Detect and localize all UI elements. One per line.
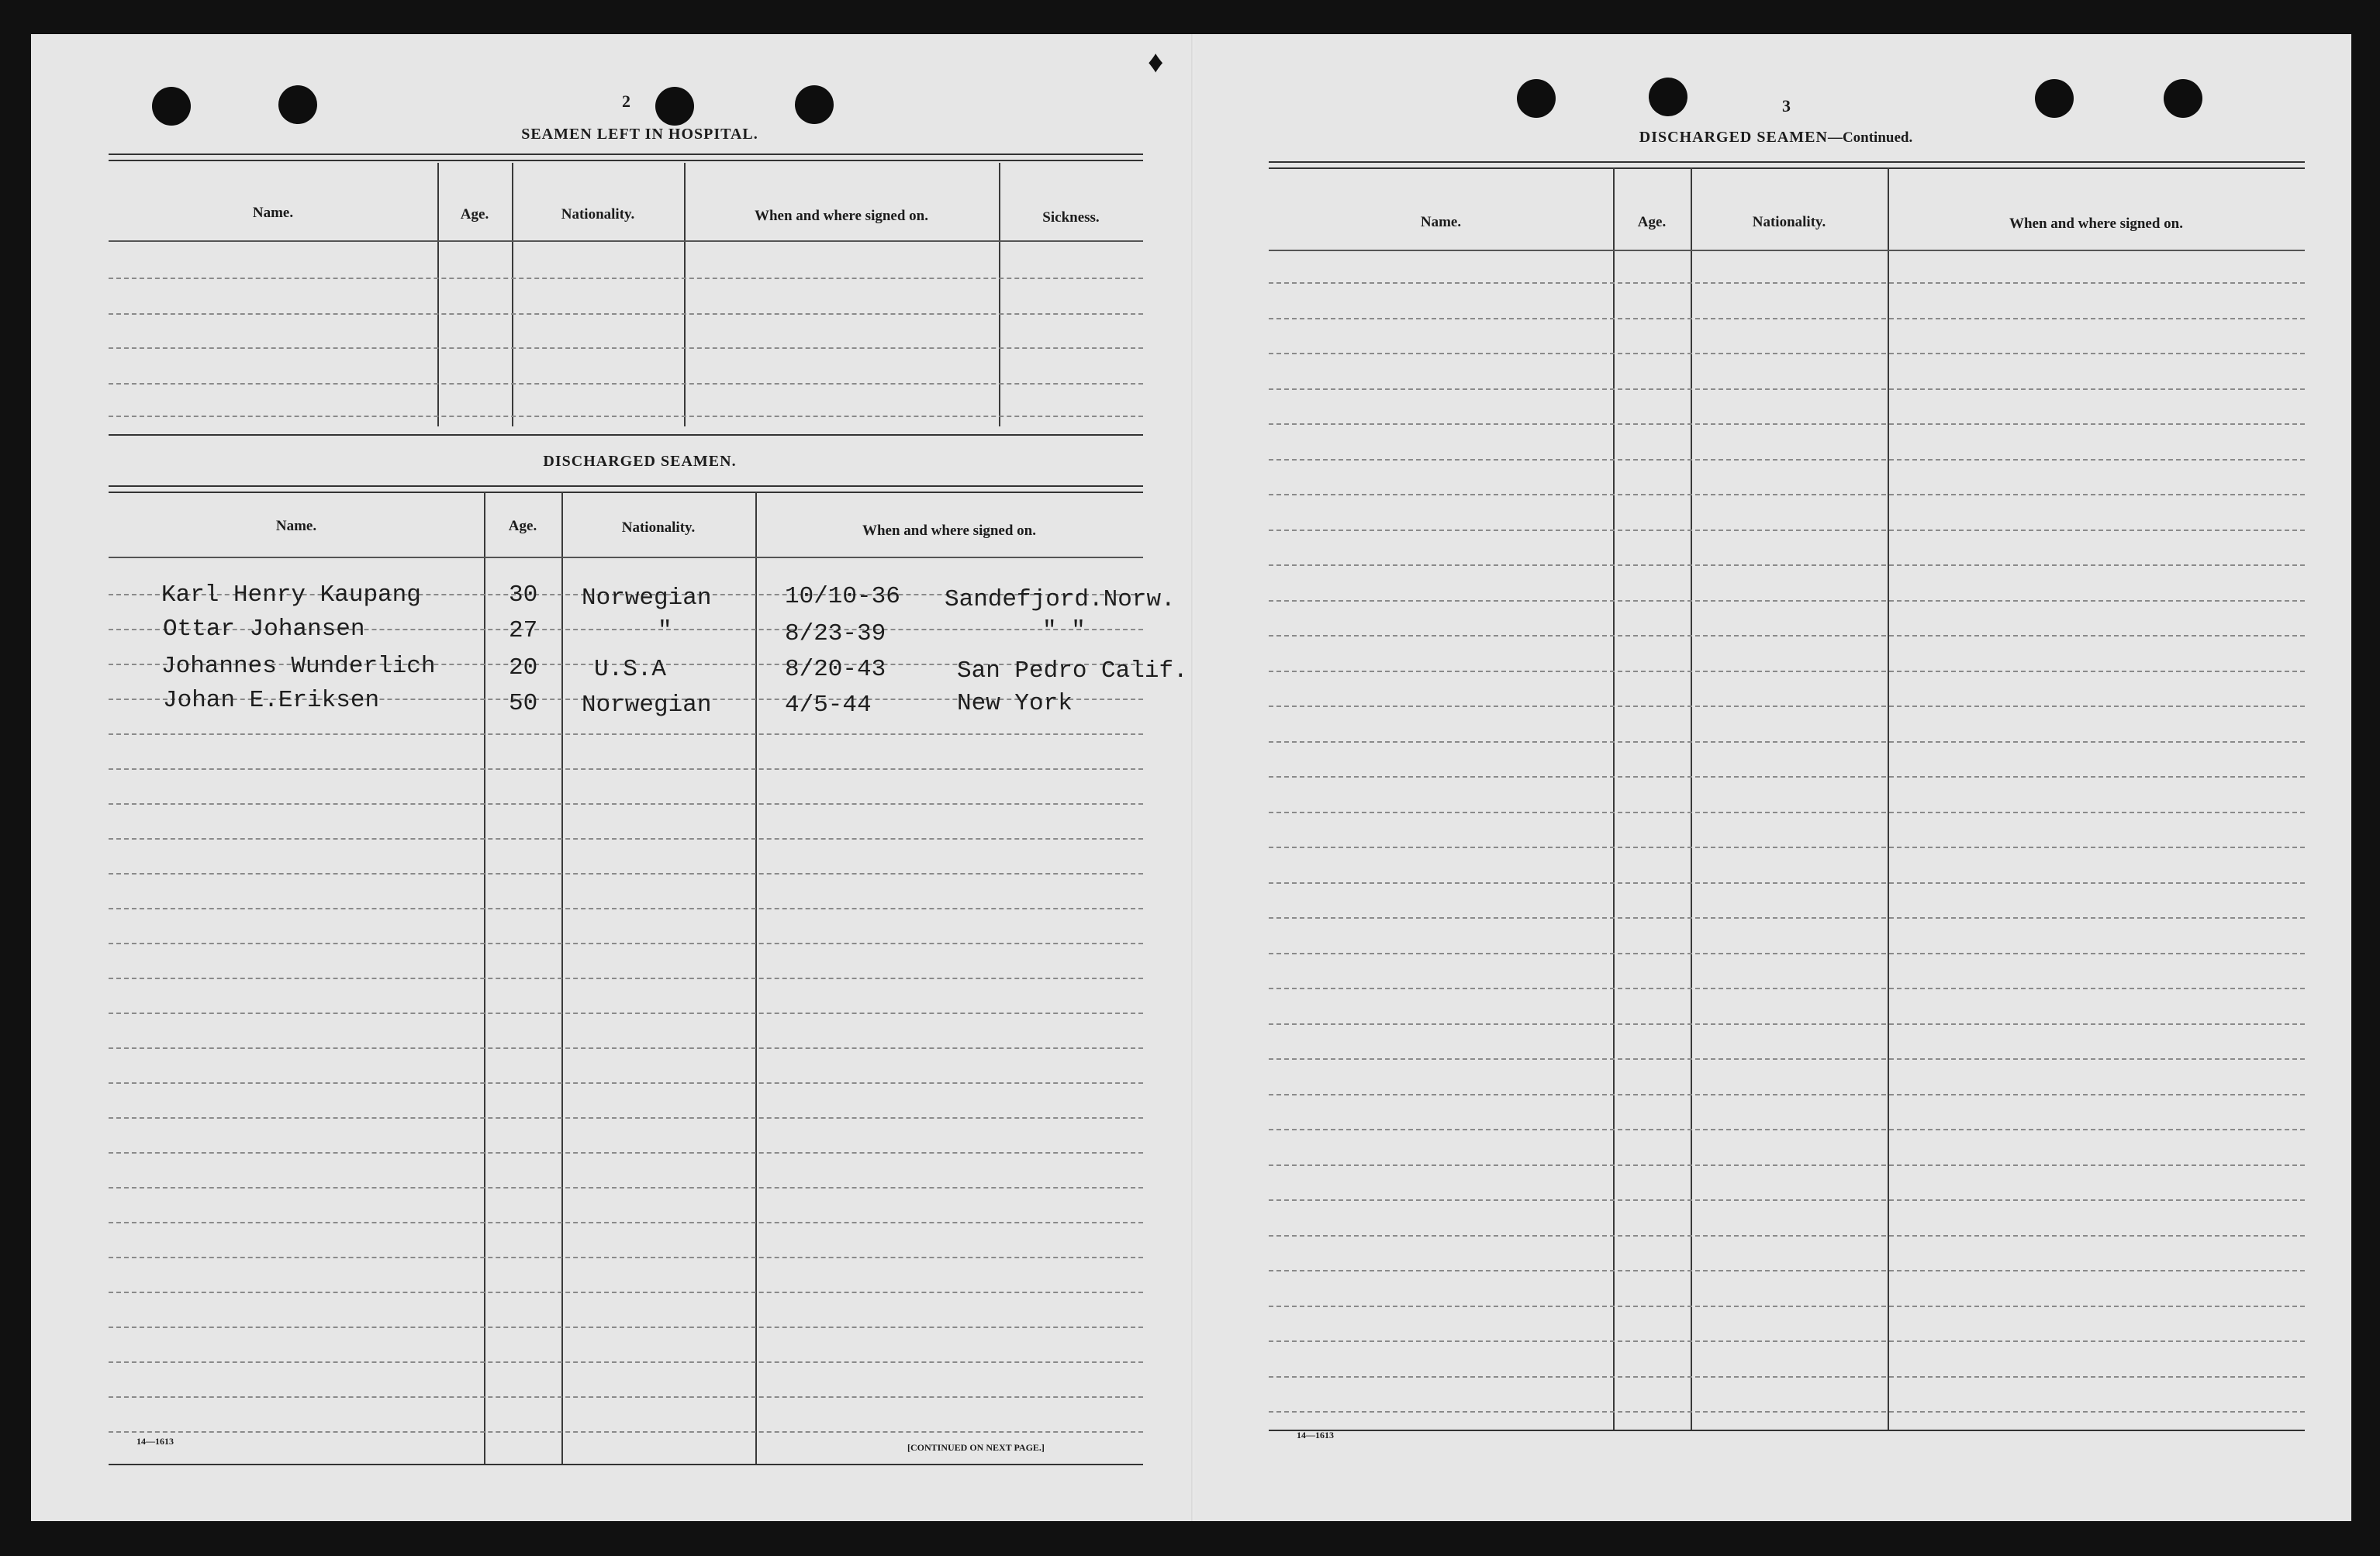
row-line [1269,706,2305,707]
signed-on-place: " " [1042,617,1086,644]
row-line [1269,1270,2305,1271]
row-line [109,1292,1143,1293]
row-line [1269,282,2305,284]
table-bottom-rule [1269,1430,2305,1431]
row-line [109,1327,1143,1328]
row-line [1269,1129,2305,1130]
col-header-age: Age. [508,518,537,534]
seaman-age: 20 [509,654,538,681]
seaman-age: 27 [509,617,538,644]
table-bottom-rule [109,1464,1143,1465]
table-top-rule [1269,161,2305,169]
row-line [109,1222,1143,1223]
row-line [109,1152,1143,1154]
col-header-name: Name. [275,518,317,534]
row-line [1269,812,2305,813]
column-divider [999,163,1000,426]
discharged-section-title: DISCHARGED SEAMEN. [543,453,737,470]
row-line [109,278,1143,279]
page-number-left: 2 [622,91,630,111]
seaman-name: Johannes Wunderlich [161,653,436,680]
row-line [1269,494,2305,495]
col-header-age: Age. [1637,214,1667,230]
col-header-age: Age. [460,206,489,223]
punch-hole [1649,78,1687,116]
col-header-name: Name. [1420,214,1462,230]
col-header-sickness: Sickness. [1042,209,1100,226]
col-header-nationality: Nationality. [621,519,696,536]
row-line [109,1117,1143,1119]
signed-on-date: 8/20-43 [785,656,886,683]
col-header-name: Name. [252,205,294,221]
header-underline [109,240,1143,242]
row-line [1269,423,2305,425]
row-line [1269,1199,2305,1201]
row-line [109,978,1143,979]
row-line [1269,776,2305,778]
punch-hole [2035,79,2074,118]
seaman-name: Johan E.Eriksen [163,687,380,714]
continued-note: [CONTINUED ON NEXT PAGE.] [907,1442,1045,1453]
row-line [109,1396,1143,1398]
row-line [109,1361,1143,1363]
column-divider [512,163,513,426]
discharged-continued-title [1567,129,1985,147]
row-line [1269,988,2305,989]
punch-hole [2164,79,2202,118]
row-line [109,768,1143,770]
header-underline [1269,250,2305,251]
header-underline [109,557,1143,558]
signed-on-place: New York [957,690,1073,717]
signed-on-place: San Pedro Calif. [957,657,1188,685]
hospital-table [109,154,1143,471]
title-continued: —Continued. [1827,129,1913,146]
row-line [109,1047,1143,1049]
signed-on-place: Sandefjord.Norw. [945,586,1176,613]
form-number-right: 14—1613 [1297,1430,1334,1440]
signed-on-date: 8/23-39 [785,620,886,647]
row-line [1269,1164,2305,1166]
row-line [1269,388,2305,390]
row-line [1269,1235,2305,1237]
row-line [1269,953,2305,954]
seaman-age: 50 [509,690,538,717]
page-fold [1191,34,1194,1521]
punch-hole [152,87,191,126]
column-divider [684,163,686,426]
row-line [109,733,1143,735]
document-sheet [31,34,2351,1521]
row-line [1269,600,2305,602]
row-line [1269,1058,2305,1060]
seaman-nationality: U.S.A [594,656,667,683]
seaman-name: Karl Henry Kaupang [161,581,421,609]
row-line [1269,847,2305,848]
col-header-signed-on: When and where signed on. [2009,216,2183,232]
seaman-nationality: Norwegian [582,692,712,719]
col-header-nationality: Nationality. [1752,214,1826,230]
column-divider [1691,167,1692,1430]
row-line [1269,353,2305,354]
row-line [1269,318,2305,319]
row-line [109,1257,1143,1258]
row-line [1269,1376,2305,1378]
row-line [109,1187,1143,1189]
row-line [109,1431,1143,1433]
column-divider [437,163,439,426]
row-line [1269,459,2305,461]
row-line [1269,1411,2305,1413]
column-divider [1888,167,1889,1430]
row-line [1269,882,2305,884]
punch-hole [1517,79,1556,118]
row-line [109,383,1143,385]
col-header-signed-on: When and where signed on. [754,208,928,224]
row-line [1269,530,2305,531]
seaman-age: 30 [509,581,538,609]
signed-on-date: 4/5-44 [785,692,872,719]
row-line [109,416,1143,417]
col-header-signed-on: When and where signed on. [862,523,1036,539]
punch-hole [795,85,834,124]
row-line [109,1082,1143,1084]
row-line [109,908,1143,909]
row-line [1269,917,2305,919]
row-line [109,838,1143,840]
discharged-table [109,485,1188,1478]
title-main: DISCHARGED SEAMEN [1639,129,1828,146]
row-line [109,1013,1143,1014]
seaman-nationality: Norwegian [582,585,712,612]
column-divider [1613,167,1615,1430]
signed-on-date: 10/10-36 [785,583,900,610]
form-number-left: 14—1613 [136,1436,174,1447]
row-line [1269,1340,2305,1342]
row-line [109,873,1143,875]
row-line [109,943,1143,944]
row-line [1269,1023,2305,1025]
row-line [1269,1306,2305,1307]
row-line [1269,671,2305,672]
seaman-name: Ottar Johansen [163,616,365,643]
page-number-right: 3 [1782,96,1791,116]
row-line [109,803,1143,805]
hospital-section-title: SEAMEN LEFT IN HOSPITAL. [521,126,758,143]
seaman-nationality: " [658,617,672,644]
row-line [1269,1094,2305,1095]
row-line [1269,564,2305,566]
col-header-nationality: Nationality. [561,206,635,223]
row-line [1269,741,2305,743]
row-line [1269,635,2305,637]
row-line [109,313,1143,315]
discharged-continued-table [1269,161,2305,1464]
row-line [109,347,1143,349]
punch-hole [655,87,694,126]
binding-clip-mark: ♦ [1148,44,1164,79]
table-top-rule [109,485,1143,493]
table-bottom-rule [109,434,1143,436]
punch-hole [278,85,317,124]
table-top-rule [109,154,1143,161]
